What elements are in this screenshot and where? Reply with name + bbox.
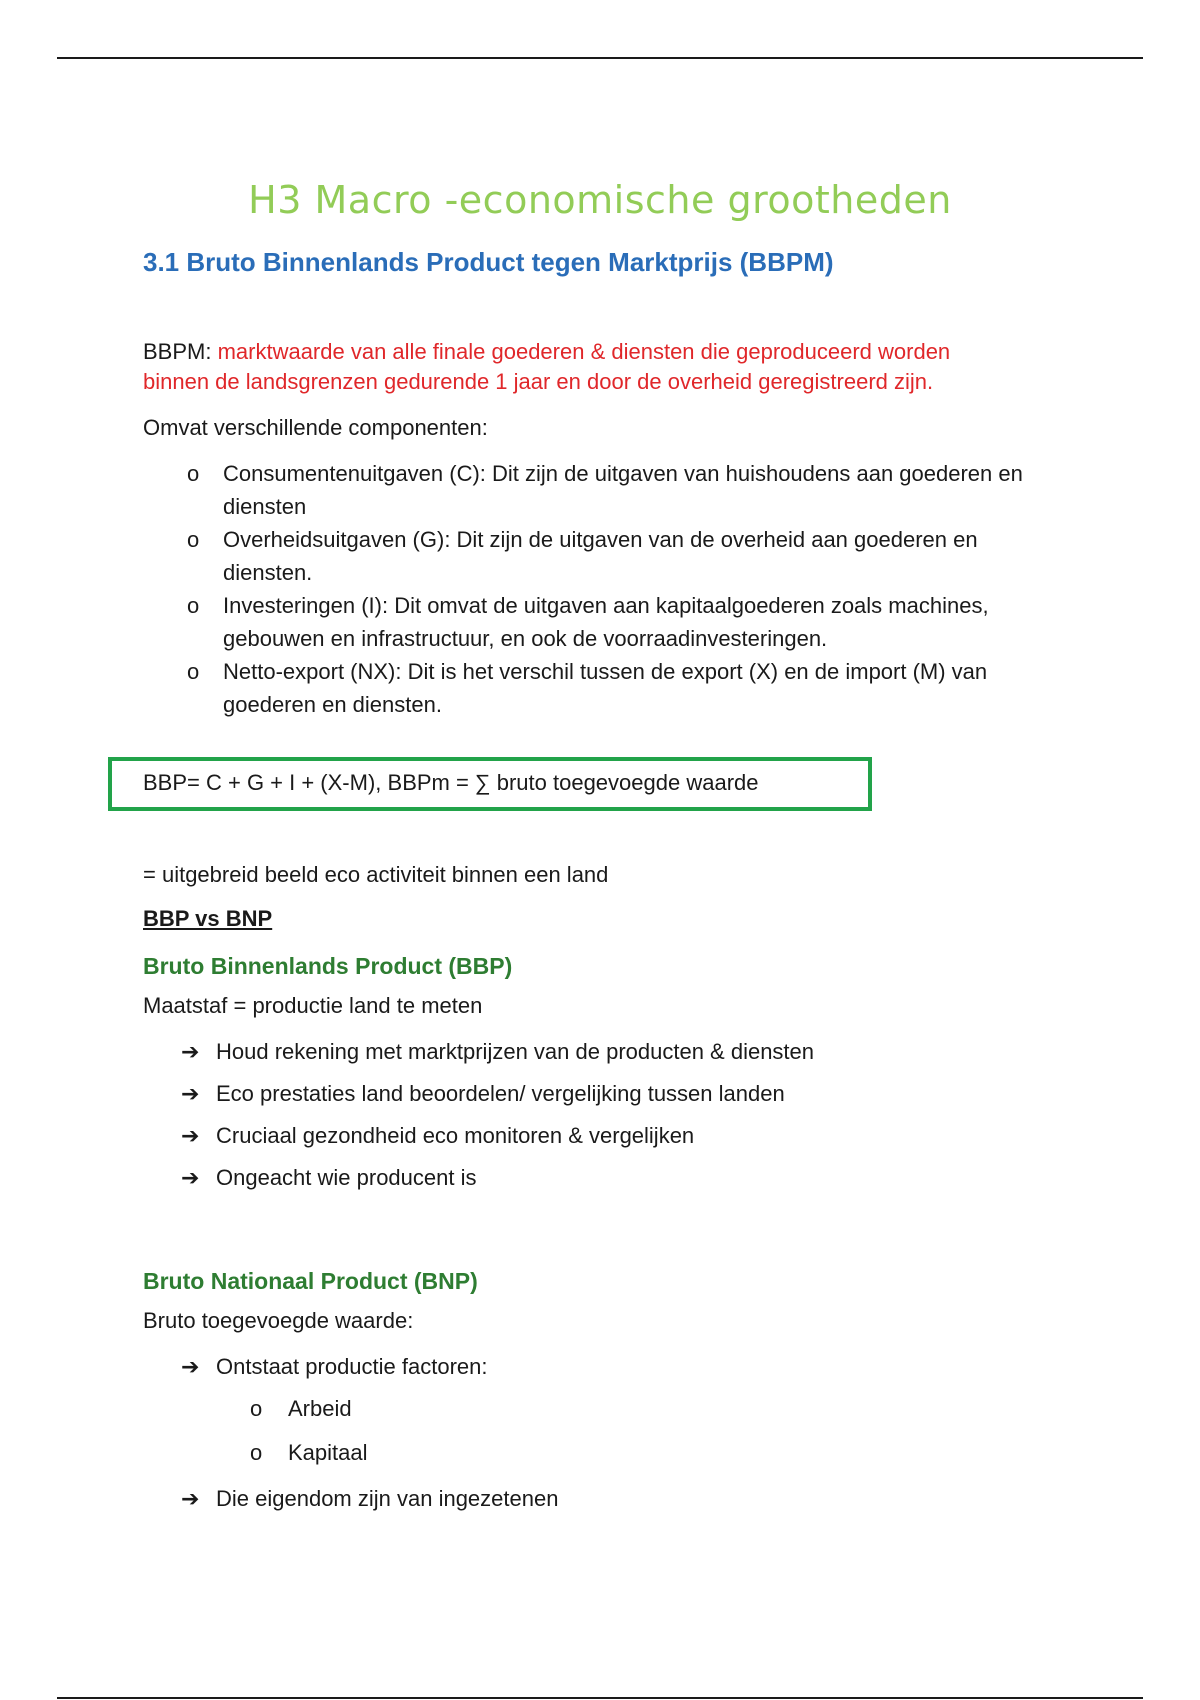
- point-text: Houd rekening met marktprijzen van de producten & diensten: [216, 1039, 815, 1064]
- bullet-icon: o: [187, 527, 200, 552]
- bbp-heading: Bruto Binnenlands Product (BBP): [143, 953, 513, 979]
- component-text: Overheidsuitgaven (G): Dit zijn de uitgaven van de overheid aan goederen en diensten.: [223, 527, 978, 585]
- bnp-points-2: [181, 1478, 1081, 1520]
- bullet-icon: o: [187, 461, 200, 486]
- point-text: Ontstaat productie factoren:: [216, 1354, 488, 1379]
- summary-text: = uitgebreid beeld eco activiteit binnen een land: [143, 862, 609, 887]
- list-item: [181, 1346, 1081, 1388]
- definition-text: marktwaarde van alle finale goederen & diensten die geproduceerd worden: [217, 339, 951, 364]
- component-text: Consumentenuitgaven (C): Dit zijn de uitgaven van huishoudens aan goederen en diensten: [223, 461, 1023, 519]
- list-item: [187, 589, 1067, 655]
- arrow-icon: ➔: [181, 1123, 200, 1148]
- formula-text: BBP= C + G + I + (X-M), BBPm = ∑ bruto toegevoegde waarde: [143, 770, 759, 795]
- components-list: [187, 457, 1067, 721]
- list-item: [181, 1478, 1081, 1520]
- bnp-heading: Bruto Nationaal Product (BNP): [143, 1268, 478, 1294]
- list-item: [181, 1073, 1081, 1115]
- header-rule: [57, 57, 1143, 59]
- point-text: Cruciaal gezondheid eco monitoren & vergelijken: [216, 1123, 695, 1148]
- list-item: [187, 457, 1067, 523]
- list-item: [181, 1115, 1081, 1157]
- list-item: [187, 523, 1067, 589]
- bullet-icon: o: [250, 1440, 263, 1465]
- component-text: Investeringen (I): Dit omvat de uitgaven aan kapitaalgoederen zoals machines, gebouwen en infrastructuur, en ook de voorraadinvesteringen.: [223, 593, 989, 651]
- footer-rule: [57, 1697, 1143, 1699]
- arrow-icon: ➔: [181, 1039, 200, 1064]
- comparison-heading: BBP vs BNP: [143, 906, 273, 931]
- bullet-icon: o: [250, 1396, 263, 1421]
- point-text: Eco prestaties land beoordelen/ vergelijking tussen landen: [216, 1081, 785, 1106]
- definition-label: BBPM:: [143, 339, 218, 364]
- component-text: Netto-export (NX): Dit is het verschil tussen de export (X) en de import (M) van goederen en diensten.: [223, 659, 988, 717]
- list-item: [181, 1031, 1081, 1073]
- bullet-icon: o: [187, 659, 200, 684]
- arrow-icon: ➔: [181, 1486, 200, 1511]
- point-text: Die eigendom zijn van ingezetenen: [216, 1486, 559, 1511]
- bbp-points: [181, 1031, 1081, 1199]
- bullet-icon: o: [187, 593, 200, 618]
- components-intro: Omvat verschillende componenten:: [143, 415, 488, 440]
- sub-point-text: Kapitaal: [288, 1440, 368, 1465]
- bnp-points: [181, 1346, 1081, 1388]
- point-text: Ongeacht wie producent is: [216, 1165, 477, 1190]
- definition-line-1: [143, 336, 950, 367]
- definition-line-2: binnen de landsgrenzen gedurende 1 jaar en door de overheid geregistreerd zijn.: [143, 369, 934, 394]
- arrow-icon: ➔: [181, 1165, 200, 1190]
- list-item: [250, 1387, 368, 1431]
- list-item: [181, 1157, 1081, 1199]
- arrow-icon: ➔: [181, 1354, 200, 1379]
- bnp-intro: Bruto toegevoegde waarde:: [143, 1308, 414, 1333]
- list-item: [250, 1431, 368, 1475]
- sub-point-text: Arbeid: [288, 1396, 352, 1421]
- list-item: [187, 655, 1067, 721]
- section-heading: 3.1 Bruto Binnenlands Product tegen Marktprijs (BBPM): [143, 247, 834, 277]
- page-title: H3 Macro -economische grootheden: [248, 178, 952, 222]
- bnp-sub-points: [250, 1387, 368, 1475]
- arrow-icon: ➔: [181, 1081, 200, 1106]
- bbp-intro: Maatstaf = productie land te meten: [143, 993, 483, 1018]
